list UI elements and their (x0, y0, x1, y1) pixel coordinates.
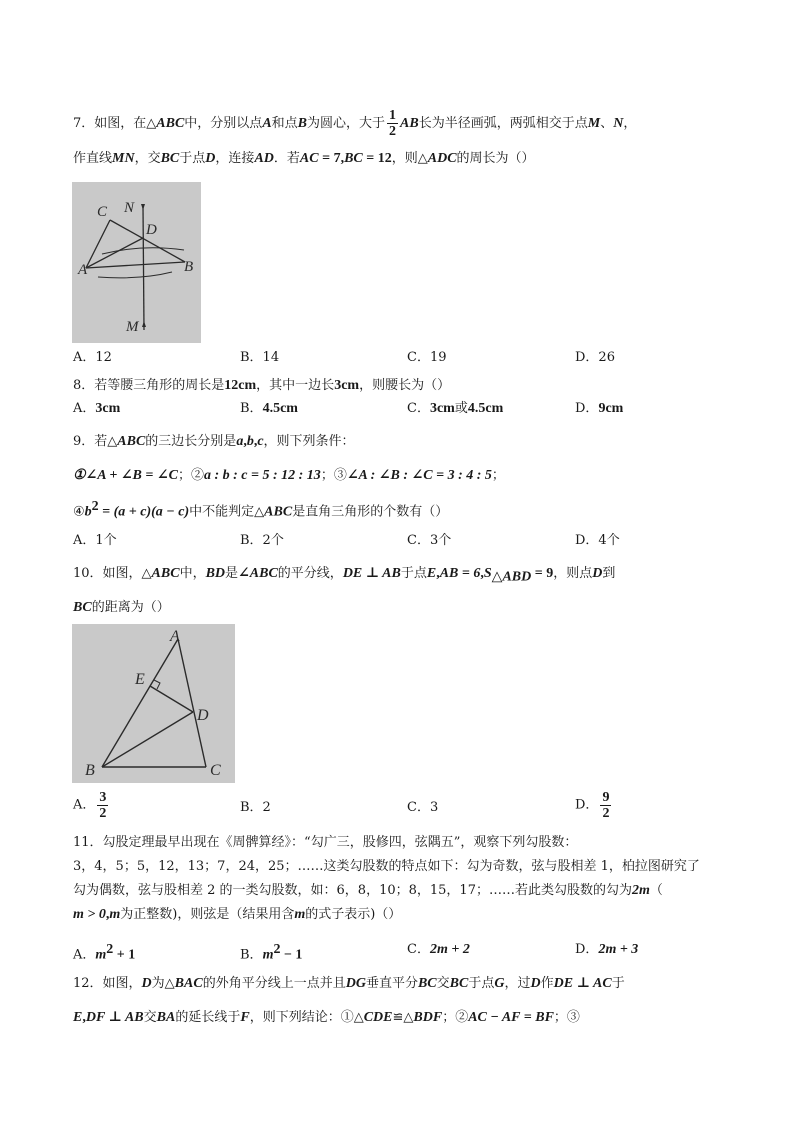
option-value: 9cm (598, 401, 624, 416)
q7-text: ，则△ (391, 151, 428, 166)
q7-math: MN (112, 151, 135, 166)
q12-math: BA (156, 1010, 176, 1025)
q7-text: ，连接 (215, 151, 255, 166)
option-letter: A． (73, 797, 96, 813)
q9-condition-1: ①∠A + ∠B = ∠C (73, 468, 178, 483)
label-e: E (135, 671, 145, 688)
q10-math: D (592, 566, 603, 581)
q9-condition-2: a : b : c = 5 : 12 : 13 (203, 468, 321, 483)
option-exponent: 2 (106, 942, 114, 957)
q10-subscript: △ABD (491, 569, 532, 585)
q7-math: BC (344, 151, 363, 166)
q9-text: 9．若△ (73, 434, 118, 449)
option-letter: C． (407, 401, 430, 416)
q7-math: = 7 (318, 151, 341, 166)
option-value: − 1 (280, 947, 303, 963)
fraction-denominator: 2 (389, 124, 397, 139)
option-letter: D． (575, 401, 599, 416)
q7-math: AC (299, 151, 319, 166)
q11-option-c (407, 941, 470, 959)
q8-text: ，其中一边长 (256, 378, 335, 393)
q11-math: m > 0 (73, 907, 106, 922)
q9-text: 是直角三角形的个数有（） (292, 504, 449, 520)
q8-option-d (575, 400, 623, 418)
option-value: 4.5cm (262, 401, 298, 416)
q10-text: 到 (602, 566, 616, 581)
q9-exponent: 2 (91, 499, 99, 514)
q12-text: ，过 (504, 976, 531, 991)
q11-math: , (105, 907, 110, 922)
option-letter: A． (73, 401, 96, 416)
q10-math: , (436, 566, 440, 581)
option-value: 4.5cm (467, 401, 504, 416)
label-b: B (85, 762, 95, 779)
option-value: 3cm (95, 401, 121, 416)
q10-math: E (426, 566, 437, 581)
option-value: 3cm (429, 401, 455, 416)
label-a: A (78, 262, 88, 278)
option-letter: B． (240, 401, 263, 416)
fraction-denominator: 2 (99, 806, 107, 821)
q12-text: 12．如图， (73, 976, 142, 991)
q9-option-b: B．2个 (240, 533, 284, 548)
q10-math: DE ⊥ AB (342, 566, 401, 581)
q10-math: BC (73, 600, 92, 615)
q7-math: = 12 (362, 151, 392, 166)
q11-line-4 (73, 906, 401, 924)
q9-line-3 (73, 498, 448, 521)
q7-math: ABC (156, 116, 185, 131)
q7-text: 长为半径画弧，两弧相交于点 (418, 116, 588, 131)
q8-math: 3cm (334, 378, 360, 393)
q7-text: 作直线 (73, 151, 113, 166)
q12-text: 于点 (468, 976, 495, 991)
figure-photo-bg (72, 624, 235, 783)
option-letter: D． (575, 797, 599, 813)
q12-text: ≌△ (392, 1010, 414, 1025)
q12-math: D (141, 976, 152, 991)
q10-line-1 (73, 565, 615, 587)
q10-text: 的平分线， (277, 566, 343, 581)
fraction-numerator: 1 (389, 108, 397, 123)
q7-fraction (387, 108, 398, 139)
q10-math: AB = 6 (439, 566, 481, 581)
q7-option-d: D．26 (575, 350, 615, 365)
q10-text: 是 (225, 566, 239, 581)
q10-line-2 (73, 599, 170, 617)
q7-option-c: C．19 (407, 350, 447, 365)
q10-math: BD (205, 566, 226, 581)
q12-text: 交 (436, 976, 450, 991)
q9-text: ④ (73, 504, 85, 520)
q9-option-c: C．3个 (407, 533, 452, 548)
option-letter: D． (575, 942, 599, 957)
q12-text: 交 (143, 1010, 157, 1025)
q11-line-1: 11．勾股定理最早出现在《周髀算经》：“勾广三，股修四，弦隅五”，观察下列勾股数： (73, 835, 578, 850)
q10-option-a (73, 790, 110, 821)
q12-text: 于 (611, 976, 625, 991)
label-c: C (210, 762, 221, 779)
q10-option-d (575, 790, 613, 821)
q12-math: E (73, 1010, 83, 1025)
q9-math: ABC (117, 434, 146, 449)
option-fraction (97, 790, 108, 821)
q10-math: ∠ABC (238, 566, 278, 581)
q12-math: BC (449, 976, 469, 991)
q12-text: 作 (540, 976, 554, 991)
q7-text: 的周长为（） (456, 151, 535, 166)
label-d: D (197, 707, 209, 724)
q9-option-a: A．1个 (73, 533, 117, 548)
q12-math: AC − AF = BF (468, 1010, 554, 1025)
q7-math: M (587, 116, 601, 131)
q7-text: 和点 (271, 116, 298, 131)
option-value: m (262, 947, 274, 963)
q10-text: ，则点 (553, 566, 593, 581)
q12-math: CDE (363, 1010, 393, 1025)
q7-math: ADC (427, 151, 457, 166)
q12-text: 的延长线于 (175, 1010, 241, 1025)
q7-math: D (205, 151, 216, 166)
q10-option-c: C．3 (407, 800, 439, 815)
q11-line-3 (73, 882, 663, 900)
q7-math: , (340, 151, 345, 166)
q11-option-a (73, 941, 135, 964)
option-value: 2m + 3 (598, 942, 639, 957)
q9-line-1: 9．若△ABC的三边长分别是a,b,c，则下列条件： (73, 434, 355, 449)
fraction-numerator: 3 (99, 790, 107, 805)
q12-text: ，则下列结论：①△ (249, 1010, 364, 1025)
q12-text: ；② (442, 1010, 469, 1025)
q11-text: 勾为偶数，弦与股相差 2 的一类勾股数，如：6，8，10；8，15，17；……若此类勾股数的勾为 (73, 883, 632, 898)
q9-line-2 (73, 467, 505, 485)
label-d: D (146, 222, 157, 238)
q7-math: AB (400, 116, 419, 131)
q7-text: ．若 (273, 151, 300, 166)
q7-math: A (262, 116, 272, 131)
q7-text: 7．如图，在△ (73, 116, 157, 131)
q11-text: （ (649, 883, 663, 898)
q7-text: ，交 (134, 151, 161, 166)
q9-math: ABC (264, 504, 293, 520)
q7-math: N (613, 116, 624, 131)
q8-line (73, 377, 450, 395)
q7-option-a: A．12 (73, 350, 112, 365)
option-text: 或 (454, 401, 468, 416)
q9-condition-4: b (84, 504, 92, 520)
q7-line-1 (73, 108, 636, 139)
label-b: B (184, 259, 194, 275)
q9-math: b (246, 434, 254, 449)
q7-text: 中，分别以点 (184, 116, 263, 131)
q12-math: DF ⊥ AB (85, 1010, 144, 1025)
q9-math: c (257, 434, 264, 449)
q10-math: ABC (151, 566, 180, 581)
q10-text: 10．如图，△ (73, 566, 152, 581)
q11-option-d (575, 941, 638, 959)
q9-text: ；③ (320, 468, 347, 483)
q12-math: D (530, 976, 541, 991)
option-letter: C． (407, 942, 430, 957)
q8-text: 8．若等腰三角形的周长是 (73, 378, 225, 393)
q11-math: m (109, 907, 121, 922)
q11-math: 2m (631, 883, 650, 898)
q10-math: , (480, 566, 484, 581)
q7-text: 、 (600, 116, 614, 131)
q12-math: DE ⊥ AC (553, 976, 612, 991)
q10-text: 于点 (400, 566, 427, 581)
q9-condition-3: ∠A : ∠B : ∠C = 3 : 4 : 5 (346, 468, 492, 483)
q9-text: ；② (177, 468, 204, 483)
q11-option-b (240, 941, 302, 964)
q12-line-1 (73, 975, 625, 993)
q9-text: ； (491, 468, 505, 483)
q8-option-a (73, 400, 120, 418)
option-fraction (600, 790, 611, 821)
q12-math: , (82, 1010, 86, 1025)
option-exponent: 2 (273, 942, 281, 957)
q12-math: BC (417, 976, 437, 991)
q9-math: a (236, 434, 244, 449)
q7-math: AD (254, 151, 274, 166)
q7-option-b: B．14 (240, 350, 280, 365)
q9-text: ，则下列条件： (263, 434, 355, 449)
q12-math: BDF (413, 1010, 443, 1025)
q10-math: S (483, 566, 492, 581)
q9-text: 中不能判定△ (189, 504, 265, 520)
q10-figure (72, 624, 235, 783)
option-letter: B． (240, 947, 263, 963)
fraction-numerator: 9 (602, 790, 610, 805)
q11-text: 为正整数)，则弦是（结果用含 (120, 907, 295, 922)
q12-math: G (494, 976, 505, 991)
q12-text: 为△ (151, 976, 175, 991)
q11-text: 的式子表示)（） (305, 907, 402, 922)
q7-line-2 (73, 150, 535, 168)
q10-text: 的距离为（） (91, 600, 170, 615)
q11-math: m (294, 907, 306, 922)
option-letter: A． (73, 947, 96, 963)
label-m: M (126, 319, 139, 335)
q8-text: ，则腰长为（） (359, 378, 451, 393)
q7-figure (72, 182, 201, 343)
q12-text: ；③ (553, 1010, 580, 1025)
option-value: m (95, 947, 107, 963)
label-a: A (170, 628, 180, 645)
q9-option-d: D．4个 (575, 533, 620, 548)
q12-math: BAC (174, 976, 203, 991)
q7-text: ， (623, 116, 637, 131)
q11-line-2: 3，4，5；5，12，13；7，24，25；……这类勾股数的特点如下：勾为奇数，弦与股相差 1，柏拉图研究了 (73, 859, 700, 874)
q12-text: 的外角平分线上一点并且 (202, 976, 346, 991)
fraction-denominator: 2 (602, 806, 610, 821)
q7-math: BC (160, 151, 180, 166)
q8-math: 12cm (224, 378, 257, 393)
q10-option-b: B．2 (240, 800, 271, 815)
option-value: 2m + 2 (429, 942, 470, 957)
q7-math: B (297, 116, 308, 131)
q10-math: = 9 (531, 566, 554, 581)
q12-math: F (240, 1010, 250, 1025)
q7-text: 为圆心，大于 (307, 116, 386, 131)
label-c: C (97, 204, 108, 220)
q9-text: 的三边长分别是 (145, 434, 237, 449)
option-value: + 1 (113, 947, 136, 963)
q8-option-b (240, 400, 298, 418)
q10-text: 中， (179, 566, 206, 581)
label-n: N (124, 200, 135, 216)
q8-option-c (407, 400, 503, 418)
q12-line-2 (73, 1009, 580, 1027)
q7-text: 于点 (179, 151, 206, 166)
q9-condition-4: = (a + c)(a − c) (98, 504, 190, 520)
q12-text: 垂直平分 (365, 976, 418, 991)
q12-math: DG (345, 976, 366, 991)
